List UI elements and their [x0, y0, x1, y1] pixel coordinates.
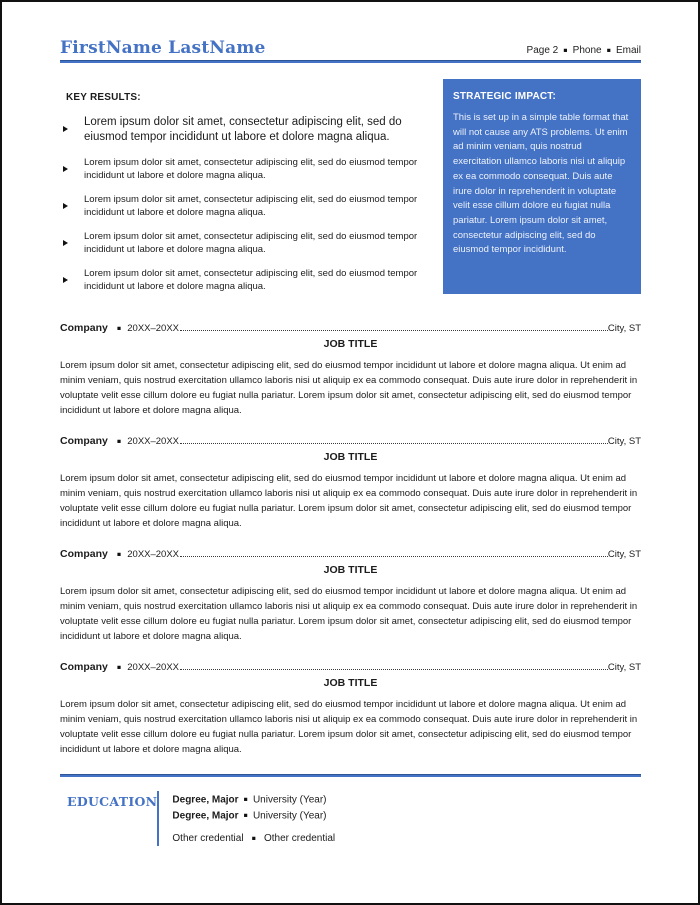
- job-title: JOB TITLE: [323, 564, 378, 576]
- arrow-bullet-icon: [60, 267, 84, 293]
- dotted-leader: [180, 556, 608, 557]
- experience-entry: [60, 435, 641, 531]
- company-row: [60, 661, 641, 674]
- experience-entry: [60, 661, 641, 757]
- page-header: [60, 38, 641, 58]
- list-item: [60, 193, 429, 219]
- education-section: [60, 791, 641, 846]
- company-row: [60, 548, 641, 561]
- education-heading: EDUCATION: [67, 794, 158, 809]
- employment-dates: 20XX–20XX: [127, 323, 180, 334]
- job-description: Lorem ipsum dolor sit amet, consectetur adipiscing elit, sed do eiusmod tempor incididunt ut labore et dolore magna aliqua. Ut enim ad minim veniam, quis nostrud exercitation ullamco laboris nisi ut aliquip ex ea commodo consequat. Duis aute irure dolor in reprehenderit in voluptate velit esse cillum dolore eu fugiat nulla pariatur. Lorem ipsum dolor sit amet, consectetur adipiscing elit, sed do eiusmod tempor incididunt ut labore et dolore magna aliqua.: [60, 586, 638, 642]
- page-number: Page 2: [526, 45, 559, 56]
- square-bullet-icon: ▪: [563, 45, 568, 54]
- company-name: Company: [60, 322, 108, 334]
- page-title: FirstName LastName: [60, 38, 266, 58]
- square-bullet-icon: ▪: [606, 45, 611, 54]
- square-bullet-icon: ▪: [251, 833, 256, 842]
- strategic-impact-body: This is set up in a simple table format that will not cause any ATS problems. Ut enim ad minim veniam, quis nostrud exercitation ullamco laboris nisi ut aliquip ex ea commodo consequat. Duis aute irure dolor in reprehenderit in voluptate velit esse cillum dolore eu fugiat nulla pariatur. Lorem ipsum dolor sit amet, consectetur adipiscing elit, sed do eiusmod tempor incididunt.: [453, 112, 629, 256]
- company-name: Company: [60, 435, 108, 447]
- square-bullet-icon: ▪: [116, 550, 122, 558]
- list-item: [60, 267, 429, 293]
- employment-dates: 20XX–20XX: [127, 662, 180, 673]
- arrow-bullet-icon: [60, 115, 84, 145]
- experience-section: [60, 322, 641, 757]
- header-divider: [60, 60, 641, 63]
- degree-line: [172, 792, 335, 808]
- dotted-leader: [180, 669, 608, 670]
- university-name: University (Year): [252, 794, 327, 806]
- list-item: [60, 115, 429, 145]
- company-row: [60, 322, 641, 335]
- company-location: City, ST: [607, 662, 641, 673]
- list-item: [60, 156, 429, 182]
- company-name: Company: [60, 548, 108, 560]
- square-bullet-icon: ▪: [116, 437, 122, 445]
- company-location: City, ST: [607, 323, 641, 334]
- degree-name: Degree, Major: [172, 794, 239, 806]
- square-bullet-icon: ▪: [116, 324, 122, 332]
- company-location: City, ST: [607, 549, 641, 560]
- top-section: [60, 79, 641, 304]
- key-results-section: [60, 79, 443, 304]
- job-title: JOB TITLE: [323, 677, 378, 689]
- credential-label: Other credential: [172, 833, 244, 844]
- key-results-list: [60, 115, 429, 293]
- company-location: City, ST: [607, 436, 641, 447]
- square-bullet-icon: ▪: [243, 795, 248, 803]
- list-item: [60, 230, 429, 256]
- dotted-leader: [180, 443, 608, 444]
- dotted-leader: [180, 330, 608, 331]
- arrow-bullet-icon: [60, 156, 84, 182]
- employment-dates: 20XX–20XX: [127, 549, 180, 560]
- job-description: Lorem ipsum dolor sit amet, consectetur adipiscing elit, sed do eiusmod tempor incididunt ut labore et dolore magna aliqua. Ut enim ad minim veniam, quis nostrud exercitation ullamco laboris nisi ut aliquip ex ea commodo consequat. Duis aute irure dolor in reprehenderit in voluptate velit esse cillum dolore eu fugiat nulla pariatur. Lorem ipsum dolor sit amet, consectetur adipiscing elit, sed do eiusmod tempor incididunt ut labore et dolore magna aliqua.: [60, 360, 638, 416]
- education-content: [157, 791, 335, 846]
- strategic-impact-heading: STRATEGIC IMPACT:: [453, 91, 557, 102]
- arrow-bullet-icon: [60, 230, 84, 256]
- university-name: University (Year): [252, 810, 327, 821]
- company-row: [60, 435, 641, 448]
- phone-label: Phone: [572, 45, 602, 56]
- company-name: Company: [60, 661, 108, 673]
- job-title: JOB TITLE: [323, 338, 378, 350]
- email-label: Email: [615, 45, 641, 56]
- bullet-text: Lorem ipsum dolor sit amet, consectetur adipiscing elit, sed do eiusmod tempor incididunt ut labore et dolore magna aliqua.: [84, 268, 418, 292]
- job-description: Lorem ipsum dolor sit amet, consectetur adipiscing elit, sed do eiusmod tempor incididunt ut labore et dolore magna aliqua. Ut enim ad minim veniam, quis nostrud exercitation ullamco laboris nisi ut aliquip ex ea commodo consequat. Duis aute irure dolor in reprehenderit in voluptate velit esse cillum dolore eu fugiat nulla pariatur. Lorem ipsum dolor sit amet, consectetur adipiscing elit, sed do eiusmod tempor incididunt ut labore et dolore magna aliqua.: [60, 473, 638, 529]
- bullet-text: Lorem ipsum dolor sit amet, consectetur adipiscing elit, sed do eiusmod tempor incididunt ut labore et dolore magna aliqua.: [84, 194, 418, 218]
- credential-label: Other credential: [263, 833, 336, 844]
- degree-line: [172, 808, 335, 824]
- job-title: JOB TITLE: [323, 451, 378, 463]
- bullet-text: Lorem ipsum dolor sit amet, consectetur adipiscing elit, sed do eiusmod tempor incididunt ut labore et dolore magna aliqua.: [84, 231, 418, 255]
- experience-entry: [60, 548, 641, 644]
- bullet-text: Lorem ipsum dolor sit amet, consectetur adipiscing elit, sed do eiusmod tempor incididunt ut labore et dolore magna aliqua.: [84, 116, 402, 143]
- education-divider: [60, 774, 641, 777]
- key-results-heading: KEY RESULTS:: [66, 92, 141, 103]
- job-description: Lorem ipsum dolor sit amet, consectetur adipiscing elit, sed do eiusmod tempor incididunt ut labore et dolore magna aliqua. Ut enim ad minim veniam, quis nostrud exercitation ullamco laboris nisi ut aliquip ex ea commodo consequat. Duis aute irure dolor in reprehenderit in voluptate velit esse cillum dolore eu fugiat nulla pariatur. Lorem ipsum dolor sit amet, consectetur adipiscing elit, sed do eiusmod tempor incididunt ut labore et dolore magna aliqua.: [60, 699, 638, 755]
- arrow-bullet-icon: [60, 193, 84, 219]
- header-contact-line: [527, 45, 641, 58]
- degree-name: Degree, Major: [172, 810, 239, 821]
- square-bullet-icon: ▪: [116, 663, 122, 671]
- bullet-text: Lorem ipsum dolor sit amet, consectetur adipiscing elit, sed do eiusmod tempor incididunt ut labore et dolore magna aliqua.: [84, 157, 418, 181]
- strategic-impact-callout: [443, 79, 641, 294]
- experience-entry: [60, 322, 641, 418]
- square-bullet-icon: ▪: [243, 810, 248, 819]
- employment-dates: 20XX–20XX: [127, 436, 180, 447]
- other-credentials-line: [172, 833, 335, 844]
